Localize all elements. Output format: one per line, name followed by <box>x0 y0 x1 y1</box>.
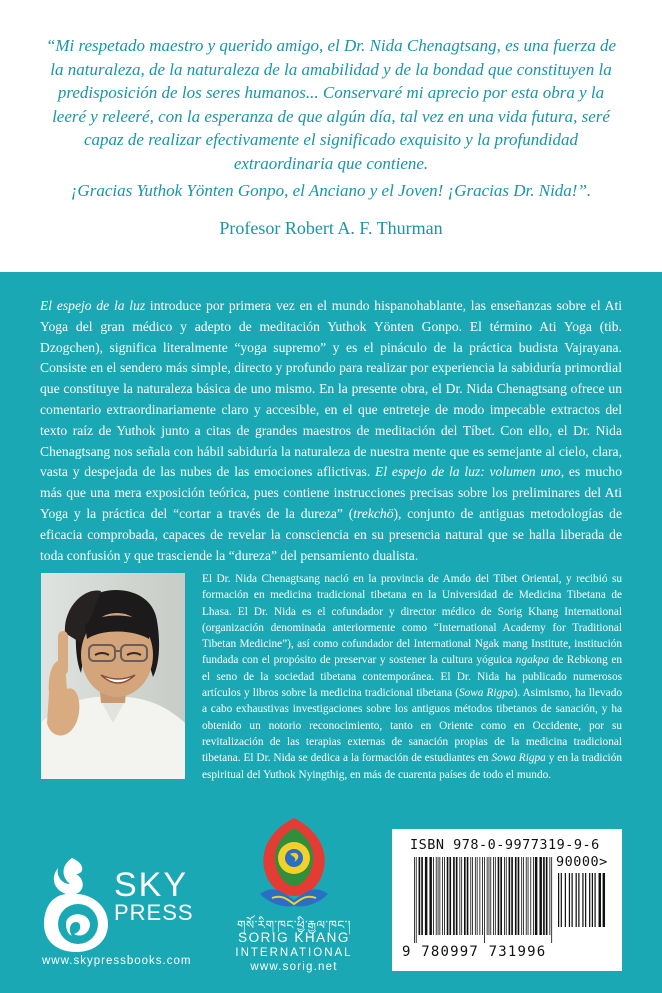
term-sowa-rigpa-2: Sowa Rigpa <box>491 752 546 765</box>
barcode-bar <box>511 857 513 935</box>
barcode-bar <box>523 857 524 935</box>
barcode-bar <box>506 857 507 935</box>
sky-press-swirl-icon <box>42 854 112 954</box>
sky-press-name-2: PRESS <box>114 900 194 925</box>
bio-text-3: ). Asimismo, ha llevado a cabo exhaustivas investigaciones sobre los antiguos métodos tibetanos de sanación, y ha obtenido un notorio reconocimiento, tanto en Oriente como en Occidente, por su revitalización de las terapias externas de sanación propias de la medicina tradicional tibetana. El Dr. Nida se dedica a la formación de estudiantes en <box>202 687 622 765</box>
bio-text-2: de Rebkong en el seno de la sociedad tibetana contemporánea. El Dr. Nida ha publicado numerosos artículos y libros sobre la medicina tradicional tibetana ( <box>202 654 622 700</box>
barcode-bar <box>576 873 577 927</box>
barcode-bar <box>421 857 423 935</box>
sorig-khang-name: SORIG KHANG <box>238 930 350 945</box>
description-text-2: , es mucho más que una mera exposición teórica, pues contiene instrucciones precisas sobre los preliminares del Ati Yoga y la práctica del “cortar a través de la dureza” ( <box>40 464 622 521</box>
author-bio <box>202 571 622 783</box>
quote-text: “Mi respetado maestro y querido amigo, el Dr. Nida Chenagtsang, es una fuerza de la naturaleza, de la naturaleza de la amabilidad y de la bondad que constituyen la predisposición de los seres humanos... Conservaré mi aprecio por esta obra y la leeré y releeré, con la esperanza de que algún día, tal vez en una vida futura, seré capaz de realizar efectivamente el significado exquisito y la profundidad extraordinaria que contiene. <box>45 36 617 173</box>
barcode-bar <box>489 857 490 935</box>
barcode-bar <box>470 857 471 935</box>
barcode-bar <box>549 857 550 935</box>
barcode-bar <box>433 857 434 935</box>
barcode-bar <box>493 857 494 935</box>
barcode-bar <box>464 857 466 935</box>
description-text-3: ), conjunto de antiguas metodologías de eficacia comprobada, capaces de revelar la consciencia en su presencia natural que se halla liberada de toda confusión y que trasciende la “dureza” del pensamiento dualista. <box>40 505 622 563</box>
barcode-bar <box>429 857 431 935</box>
sky-press-url: www.skypressbooks.com <box>42 955 192 967</box>
barcode-bar <box>484 857 485 943</box>
barcode-bar <box>526 857 527 935</box>
barcode-bar <box>442 857 443 935</box>
barcode-bar <box>530 857 531 935</box>
sorig-khang-tibetan-name: གསོ་རིག་ཁང་ཕྱི་རྒྱལ་ཁང་། <box>237 918 351 932</box>
barcode-bar <box>487 857 488 935</box>
barcode-bar <box>543 857 545 935</box>
endorsement-quote <box>40 34 622 202</box>
barcode-bar <box>498 857 500 935</box>
barcode-bar <box>515 857 517 935</box>
barcode-bar <box>521 857 522 935</box>
barcode-bar <box>439 857 440 935</box>
barcode-bar <box>490 857 491 935</box>
barcode-bar <box>535 857 537 935</box>
barcode-bar <box>449 857 451 935</box>
quote-attribution: Profesor Robert A. F. Thurman <box>219 218 443 238</box>
price-code: 90000> <box>556 854 608 870</box>
sorig-khang-subtitle: INTERNATIONAL <box>235 947 353 959</box>
barcode-bar <box>539 857 541 935</box>
barcode-bar <box>472 857 473 935</box>
isbn-number: ISBN 978-0-9977319-9-6 <box>410 837 600 853</box>
barcode-bar <box>419 857 421 935</box>
barcode-bar <box>461 857 462 935</box>
barcode-bar <box>558 873 559 927</box>
barcode-bar <box>585 873 586 927</box>
barcode-bar <box>447 857 449 935</box>
bio-text-1: El Dr. Nida Chenagtsang nació en la provincia de Amdo del Tíbet Oriental, y recibió su formación en medicina tradicional tibetana en la Universidad de Medicina Tibetana de Lhasa. El Dr. Nida es el cofundador y director médico de Sorig Khang International (organización denominada anteriormente como “International Academy for Traditional Tibetan Medicine”), así como cofundador del International Ngak mang Institute, institución fundada con el propósito de preservar y sostener la cultura yóguica <box>202 573 622 667</box>
sorig-khang-url: www.sorig.net <box>250 961 338 973</box>
barcode-bar <box>477 857 478 935</box>
term-sowa-rigpa: Sowa Rigpa <box>458 687 514 700</box>
barcode-bar <box>425 857 427 935</box>
sorig-khang-emblem-icon <box>254 814 334 910</box>
sky-press-name: SKY <box>114 866 189 904</box>
barcode-bar <box>572 873 573 927</box>
barcode-bar <box>436 857 437 935</box>
isbn-barcode <box>392 829 622 971</box>
barcode-bar <box>551 857 552 943</box>
barcode-bar <box>546 857 548 935</box>
barcode-bar <box>565 873 566 927</box>
barcode-bar <box>589 873 590 927</box>
barcode-bar <box>509 857 511 935</box>
barcode-bar <box>578 873 579 927</box>
barcode-bar <box>459 857 460 935</box>
barcode-bar <box>438 857 439 935</box>
barcode-bar <box>533 857 534 935</box>
book-volume-title: El espejo de la luz: volumen uno <box>375 464 561 480</box>
barcode-bar <box>528 857 529 935</box>
term-trekcho: trekchö <box>353 505 394 521</box>
book-title: El espejo de la luz <box>40 298 146 313</box>
barcode-bars <box>414 857 554 943</box>
barcode-bar <box>592 873 593 927</box>
barcode-bar <box>518 857 520 935</box>
barcode-bar <box>561 873 562 927</box>
book-description <box>40 296 622 566</box>
sky-press-logo <box>30 850 210 980</box>
addon-barcode-bars <box>558 873 608 935</box>
ean-number: 9 780997 731996 <box>402 944 547 960</box>
author-photo <box>41 573 185 779</box>
endorsement-panel <box>0 0 662 272</box>
barcode-bar <box>444 857 445 935</box>
barcode-bar <box>453 857 455 935</box>
description-text-1: introduce por primera vez en el mundo hispanohablante, las enseñanzas sobre el Ati Yoga del gran médico y adepto de meditación Yuthok Yönten Gonpo. El término Ati Yoga (tib. Dzogchen), significa literalmente “yoga supremo” y es el pináculo de la práctica budista Vajrayana. Consiste en el sendero más simple, directo y profundo para realizar por experiencia la sabiduría primordial que constituye la naturaleza básica de uno mismo. En la presente obra, el Dr. Nida Chenagtsang ofrece un comentario extraordinariamente claro y accesible, en el que entreteje de modo impecable extractos del texto raíz de Yuthok junto a citas de grandes maestros de meditación del Tíbet. Con ello, el Dr. Nida Chenagtsang nos señala con hábil sabiduría la naturaleza de nuestra mente que es semejante al cielo, clara, vasta y despejada de las nubes de las emociones aflictivas. <box>40 298 622 480</box>
barcode-bar <box>414 857 415 943</box>
sorig-khang-logo <box>232 810 356 973</box>
barcode-bar <box>482 857 483 935</box>
barcode-bar <box>416 857 417 943</box>
barcode-bar <box>504 857 505 935</box>
barcode-bar <box>603 873 605 927</box>
barcode-bar <box>500 857 502 935</box>
bio-text-4: y en la tradición espiritual del Yuthok Nyingthig, en más de cuarenta países de todo el mundo. <box>202 752 622 781</box>
barcode-bar <box>475 857 476 935</box>
barcode-bar <box>582 873 583 927</box>
barcode-bar <box>594 873 595 927</box>
quote-thanks: ¡Gracias Yuthok Yönten Gonpo, el Anciano y el Joven! ¡Gracias Dr. Nida!”. <box>70 180 592 200</box>
barcode-bar <box>569 873 570 927</box>
barcode-bar <box>599 873 601 927</box>
barcode-bar <box>467 857 469 935</box>
term-ngakpa: ngakpa <box>515 654 550 667</box>
barcode-bar <box>495 857 496 935</box>
barcode-bar <box>456 857 458 935</box>
barcode-bar <box>479 857 480 935</box>
